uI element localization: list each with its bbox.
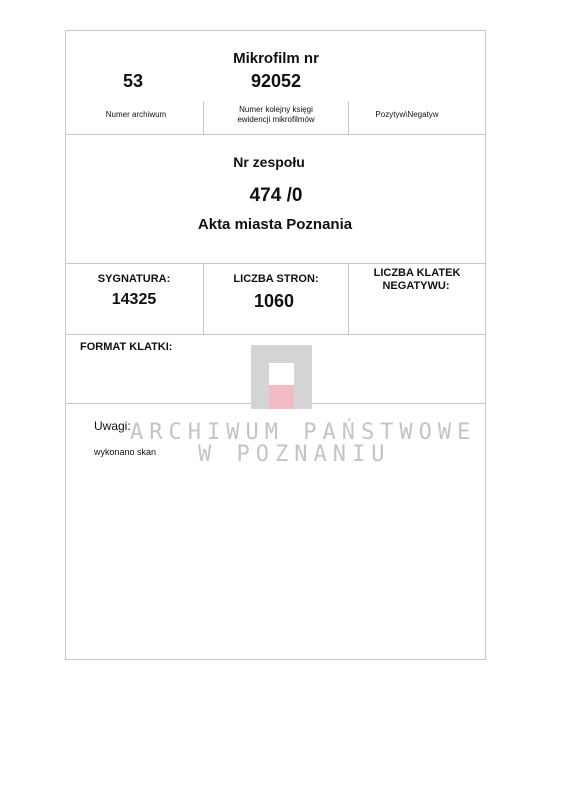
microfilm-title: Mikrofilm nr: [233, 50, 319, 67]
divider-col1-details: [203, 263, 204, 334]
watermark-line2: W POZNANIU: [198, 442, 391, 467]
fonds-number: 474 /0: [249, 185, 303, 206]
pages-label: LICZBA STRON:: [233, 273, 319, 285]
notes-label: Uwagi:: [94, 419, 131, 433]
archive-number-label: Numer archiwum: [105, 110, 167, 119]
negative-frames-label-line2: NEGATYWU:: [382, 280, 450, 292]
archive-number: 53: [122, 71, 144, 91]
watermark-line1: ARCHIWUM PAŃSTWOWE: [130, 420, 477, 445]
pages-value: 1060: [253, 291, 295, 311]
divider-col2-top: [348, 101, 349, 134]
frame-format-label: FORMAT KLATKI:: [80, 341, 173, 353]
microfilm-number: 92052: [250, 71, 302, 91]
signature-value: 14325: [111, 291, 157, 308]
archive-logo-icon: [251, 345, 312, 409]
fonds-name: Akta miasta Poznania: [197, 216, 353, 233]
divider-details: [66, 334, 485, 335]
polarity-label: Pozytyw\Negatyw: [375, 110, 439, 119]
microfilm-number-label-line2: ewidencji mikrofilmów: [237, 115, 315, 124]
signature-label: SYGNATURA:: [97, 273, 171, 285]
divider-header: [66, 134, 485, 135]
divider-col2-details: [348, 263, 349, 334]
notes-text: wykonano skan: [94, 447, 157, 457]
fonds-label: Nr zespołu: [233, 154, 305, 170]
divider-col1-top: [203, 101, 204, 134]
negative-frames-label-line1: LICZBA KLATEK: [373, 267, 461, 279]
microfilm-number-label-line1: Numer kolejny księgi: [239, 105, 313, 114]
divider-fonds: [66, 263, 485, 264]
